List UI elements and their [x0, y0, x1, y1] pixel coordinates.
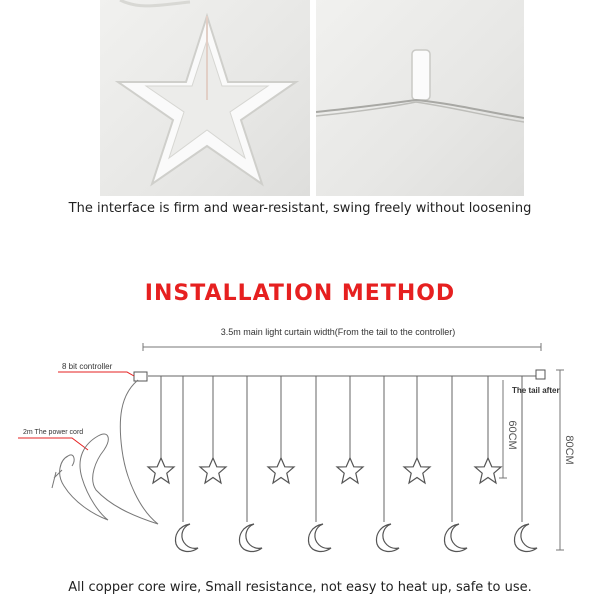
star-icon — [148, 458, 174, 483]
star-icon — [268, 458, 294, 483]
moon-icon — [176, 524, 198, 551]
controller-plug-photo — [316, 0, 524, 196]
star-icon — [404, 458, 430, 483]
width-label: 3.5m main light curtain width(From the tail to the controller) — [220, 327, 456, 337]
plug-wire-image — [316, 0, 524, 196]
power-cord-label: 2m The power cord — [23, 429, 84, 436]
moon-icon — [377, 524, 399, 551]
star-icon — [475, 458, 501, 483]
moon-icon — [515, 524, 537, 551]
power-cord — [60, 380, 158, 524]
copper-wire-caption: All copper core wire, Small resistance, not easy to heat up, safe to use. — [68, 580, 532, 595]
controller-box — [134, 372, 147, 381]
interface-caption: The interface is firm and wear-resistant, swing freely without loosening — [68, 201, 532, 216]
long-length-label: 80CM — [563, 435, 575, 465]
tail-box — [536, 370, 545, 379]
installation-heading: INSTALLATION METHOD — [144, 281, 456, 306]
star-drops — [161, 376, 488, 458]
star-icon — [337, 458, 363, 483]
star-icon — [200, 458, 226, 483]
short-length-label: 60CM — [506, 420, 518, 450]
star-pendant-image — [100, 0, 310, 196]
moon-icon — [309, 524, 331, 551]
moon-drops — [183, 376, 522, 522]
star-light-photo — [100, 0, 310, 196]
tail-label: The tail after — [512, 386, 560, 395]
moon-icon — [240, 524, 262, 551]
moon-icon — [445, 524, 467, 551]
installation-diagram — [0, 310, 600, 572]
controller-label: 8 bit controller — [62, 362, 113, 371]
